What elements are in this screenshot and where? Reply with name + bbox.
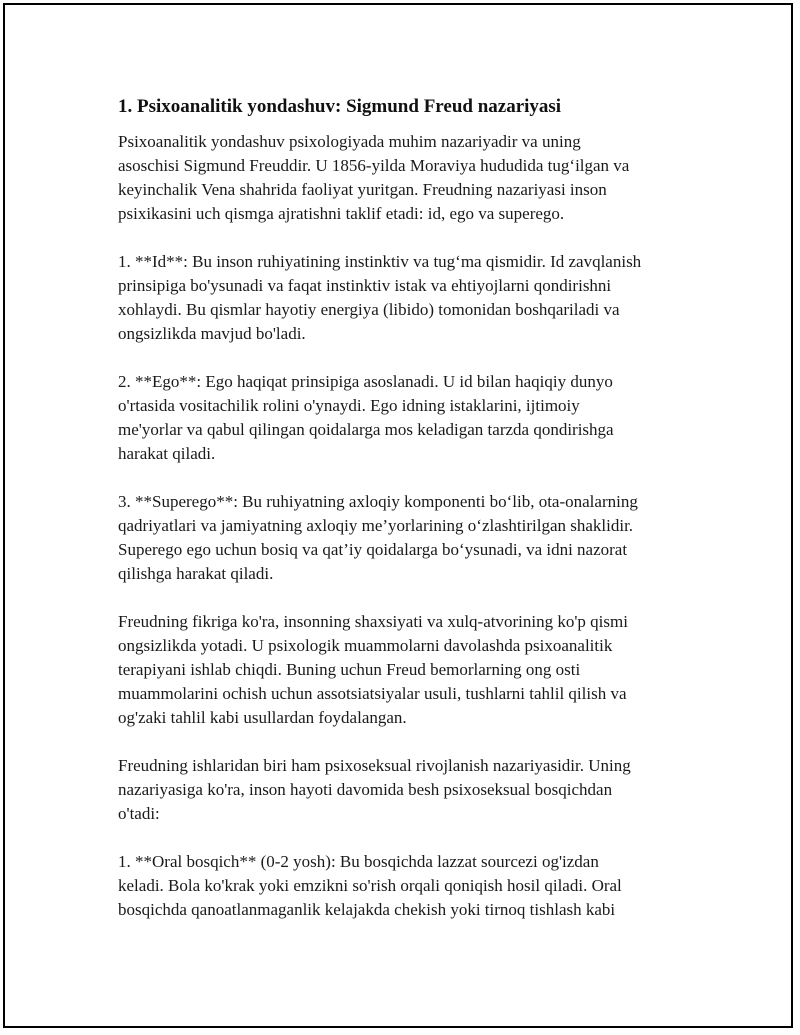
text-line: qilishga harakat qiladi. <box>118 564 274 583</box>
paragraph-psychosexual <box>118 754 698 826</box>
text-line: o'rtasida vositachilik rolini o'ynaydi. Ego idning istaklarini, ijtimoiy <box>118 396 580 415</box>
text-line: Freudning fikriga ko'ra, insonning shaxsiyati va xulq-atvorining ko'p qismi <box>118 612 628 631</box>
section-title: 1. Psixoanalitik yondashuv: Sigmund Freud nazariyasi <box>118 96 562 117</box>
text-line: ongsizlikda yotadi. U psixologik muammolarni davolashda psixoanalitik <box>118 636 613 655</box>
text-line: nazariyasiga ko'ra, inson hayoti davomida besh psixoseksual bosqichdan <box>118 780 613 799</box>
text-line: o'tadi: <box>118 804 160 823</box>
paragraph-ego <box>118 370 698 466</box>
text-line: keladi. Bola ko'krak yoki emzikni so'rish orqali qoniqish hosil qiladi. Oral <box>118 876 622 895</box>
text-line: 1. **Oral bosqich** (0-2 yosh): Bu bosqichda lazzat sourcezi og'izdan <box>118 852 599 871</box>
paragraph-superego <box>118 490 698 586</box>
paragraph-oral-stage <box>118 850 698 922</box>
text-line: Psixoanalitik yondashuv psixologiyada muhim nazariyadir va uning <box>118 132 581 151</box>
text-line: me'yorlar va qabul qilingan qoidalarga mos keladigan tarzda qondirishga <box>118 420 614 439</box>
text-line: keyinchalik Vena shahrida faoliyat yuritgan. Freudning nazariyasi inson <box>118 180 607 199</box>
document-content <box>118 94 698 946</box>
text-line: muammolarini ochish uchun assotsiatsiyalar usuli, tushlarni tahlil qilish va <box>118 684 627 703</box>
text-line: xohlaydi. Bu qismlar hayotiy energiya (libido) tomonidan boshqariladi va <box>118 300 620 319</box>
text-line: psixikasini uch qismga ajratishni taklif etadi: id, ego va superego. <box>118 204 565 223</box>
text-line: 2. **Ego**: Ego haqiqat prinsipiga asoslanadi. U id bilan haqiqiy dunyo <box>118 372 613 391</box>
text-line: qadriyatlari va jamiyatning axloqiy me’yorlarining o‘zlashtirilgan shaklidir. <box>118 516 634 535</box>
text-line: ongsizlikda mavjud bo'ladi. <box>118 324 306 343</box>
text-line: bosqichda qanoatlanmaganlik kelajakda chekish yoki tirnoq tishlash kabi <box>118 900 616 919</box>
text-line: Superego ego uchun bosiq va qat’iy qoidalarga bo‘ysunadi, va idni nazorat <box>118 540 628 559</box>
text-line: 1. **Id**: Bu inson ruhiyatining instinktiv va tug‘ma qismidir. Id zavqlanish <box>118 252 642 271</box>
text-line: prinsipiga bo'ysunadi va faqat instinktiv istak va ehtiyojlarni qondirishni <box>118 276 612 295</box>
text-line: terapiyani ishlab chiqdi. Buning uchun Freud bemorlarning ong osti <box>118 660 581 679</box>
paragraph-unconscious <box>118 610 698 730</box>
text-line: harakat qiladi. <box>118 444 216 463</box>
paragraph-intro <box>118 130 698 226</box>
text-line: Freudning ishlaridan biri ham psixoseksual rivojlanish nazariyasidir. Uning <box>118 756 631 775</box>
text-line: og'zaki tahlil kabi usullardan foydalangan. <box>118 708 407 727</box>
paragraph-id <box>118 250 698 346</box>
text-line: 3. **Superego**: Bu ruhiyatning axloqiy komponenti bo‘lib, ota-onalarning <box>118 492 638 511</box>
text-line: asoschisi Sigmund Freuddir. U 1856-yilda Moraviya hududida tug‘ilgan va <box>118 156 630 175</box>
